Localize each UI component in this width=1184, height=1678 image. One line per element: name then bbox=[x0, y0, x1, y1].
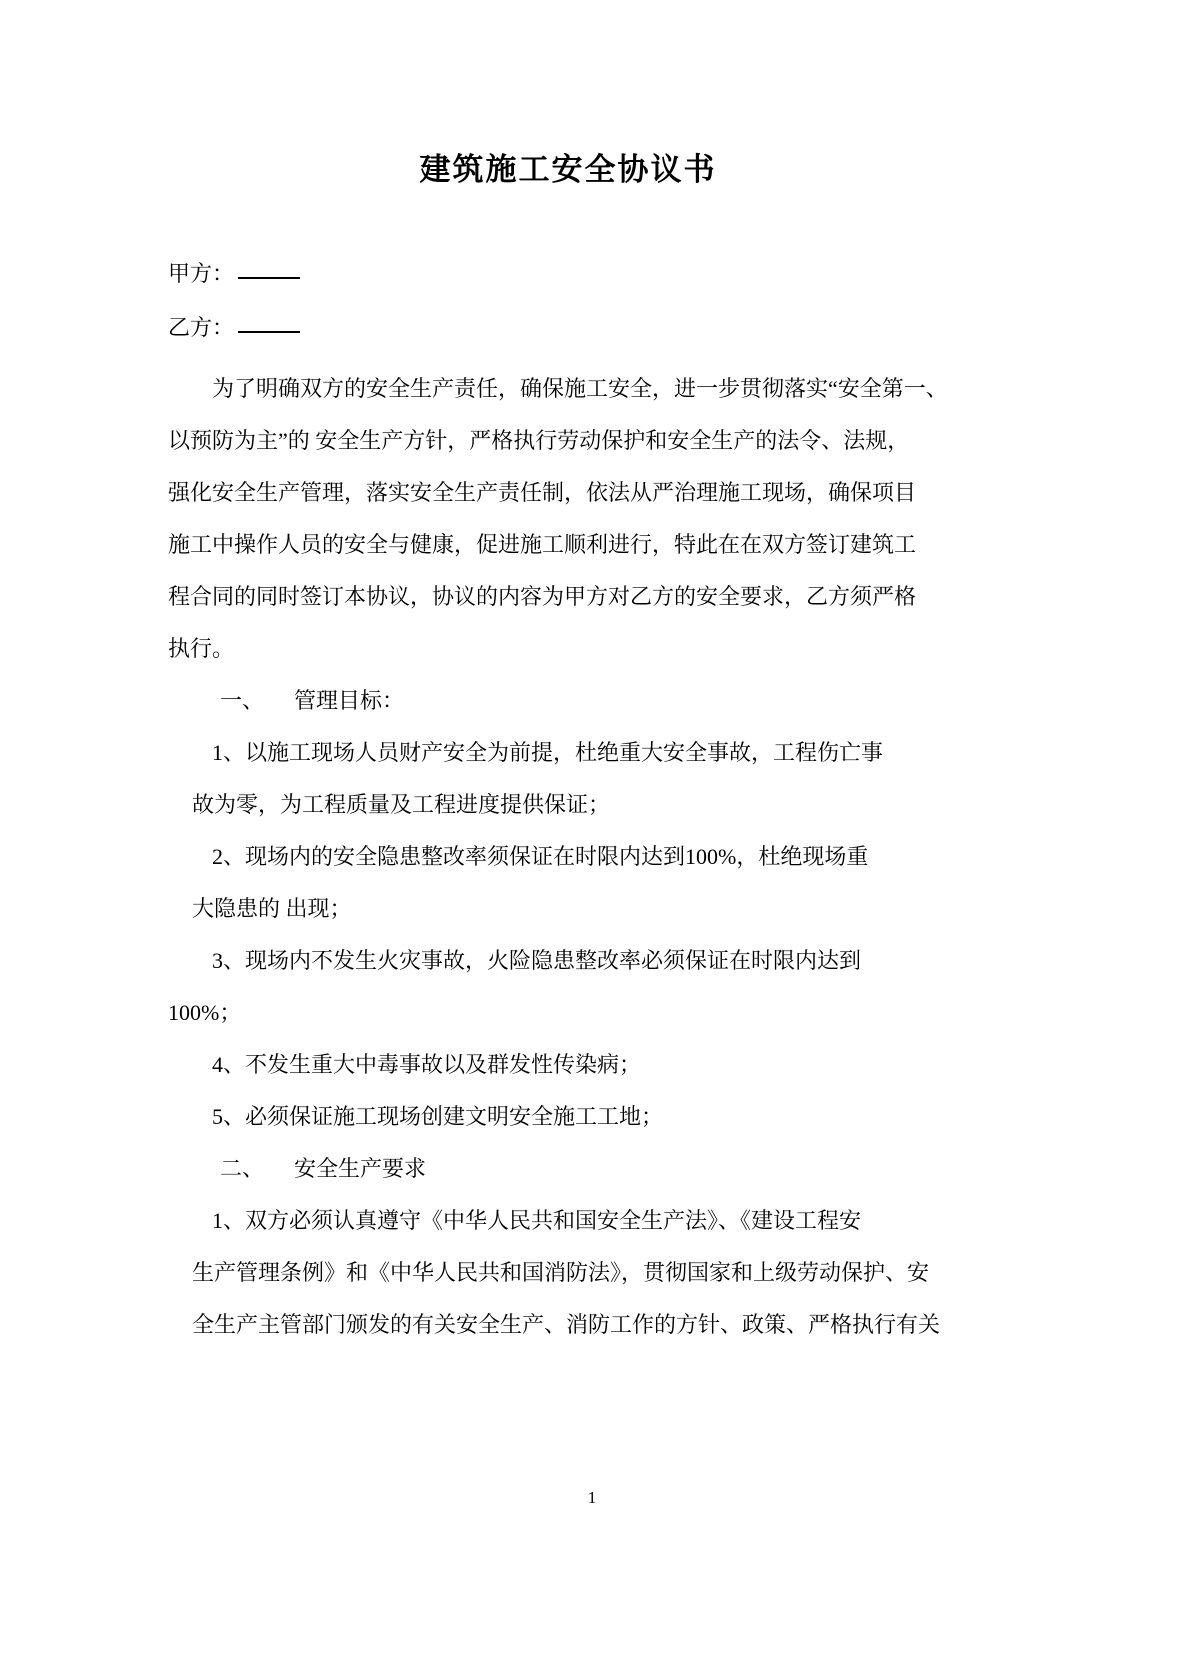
list-item-line bbox=[168, 1091, 968, 1143]
list-item-text: 双方必须认真遵守《中华人民共和国安全生产法》、《建设工程安 bbox=[245, 1208, 862, 1234]
section-heading-1 bbox=[168, 675, 968, 727]
list-item-line bbox=[168, 1195, 968, 1247]
list-item-line bbox=[168, 1039, 968, 1091]
document-content bbox=[168, 0, 968, 1351]
list-item bbox=[168, 935, 968, 1039]
preamble-line: 程合同的同时签订本协议，协议的内容为甲方对乙方的安全要求，乙方须严格 bbox=[168, 584, 917, 610]
list-item bbox=[168, 831, 968, 935]
party-b-blank[interactable] bbox=[238, 317, 300, 333]
preamble-line: 施工中操作人员的安全与健康，促进施工顺利进行，特此在在双方签订建筑工 bbox=[168, 532, 917, 558]
list-item-text: 不发生重大中毒事故以及群发性传染病； bbox=[245, 1052, 642, 1078]
party-a-label: 甲方： bbox=[168, 261, 235, 287]
list-item-line bbox=[168, 935, 968, 987]
preamble-paragraph bbox=[168, 363, 968, 675]
section-heading-2 bbox=[168, 1143, 968, 1195]
list-item-line bbox=[168, 831, 968, 883]
preamble-line: 强化安全生产管理，落实安全生产责任制，依法从严治理施工现场，确保项目 bbox=[168, 480, 917, 506]
preamble-line: 以预防为主”的 安全生产方针，严格执行劳动保护和安全生产的法令、法规， bbox=[168, 428, 910, 454]
list-item-text: 以施工现场人员财产安全为前提，杜绝重大安全事故，工程伤亡事 bbox=[245, 740, 884, 766]
list-item-line: 100%； bbox=[168, 1000, 242, 1026]
party-a-line bbox=[168, 247, 968, 301]
list-item-text: 现场内不发生火灾事故，火险隐患整改率必须保证在时限内达到 bbox=[245, 948, 862, 974]
party-b-label: 乙方： bbox=[168, 315, 235, 341]
list-item-marker: 2、 bbox=[212, 844, 246, 870]
preamble-line: 执行。 bbox=[168, 636, 235, 662]
list-item-line: 故为零，为工程质量及工程进度提供保证； bbox=[192, 792, 611, 818]
list-item-marker: 1、 bbox=[212, 740, 246, 766]
page-title: 建筑施工安全协议书 bbox=[419, 152, 717, 188]
page-number: 1 bbox=[587, 1488, 597, 1507]
list-item bbox=[168, 1091, 968, 1143]
parties-block bbox=[168, 247, 968, 355]
list-item-line: 大隐患的 出现； bbox=[192, 896, 352, 922]
list-item-line bbox=[168, 727, 968, 779]
section-number: 一、 bbox=[220, 688, 265, 714]
list-item-text: 必须保证施工现场创建文明安全施工工地； bbox=[245, 1104, 664, 1130]
preamble-line: 为了明确双方的安全生产责任，确保施工安全，进一步贯彻落实“安全第一、 bbox=[212, 376, 948, 402]
list-item-line: 全生产主管部门颁发的有关安全生产、消防工作的方针、政策、严格执行有关 bbox=[192, 1312, 941, 1338]
list-item-marker: 4、 bbox=[212, 1052, 246, 1078]
list-item bbox=[168, 1039, 968, 1091]
party-a-blank[interactable] bbox=[238, 263, 300, 279]
section-number: 二、 bbox=[220, 1156, 265, 1182]
list-item bbox=[168, 1195, 968, 1351]
party-b-line bbox=[168, 301, 968, 355]
section-title: 安全生产要求 bbox=[294, 1156, 427, 1182]
list-item-marker: 1、 bbox=[212, 1208, 246, 1234]
section-title: 管理目标： bbox=[294, 688, 405, 714]
list-item-text: 现场内的安全隐患整改率须保证在时限内达到100%，杜绝现场重 bbox=[245, 844, 869, 870]
list-item-marker: 3、 bbox=[212, 948, 246, 974]
list-item-line: 生产管理条例》和《中华人民共和国消防法》，贯彻国家和上级劳动保护、安 bbox=[192, 1260, 930, 1286]
list-item-marker: 5、 bbox=[212, 1104, 246, 1130]
list-item bbox=[168, 727, 968, 831]
